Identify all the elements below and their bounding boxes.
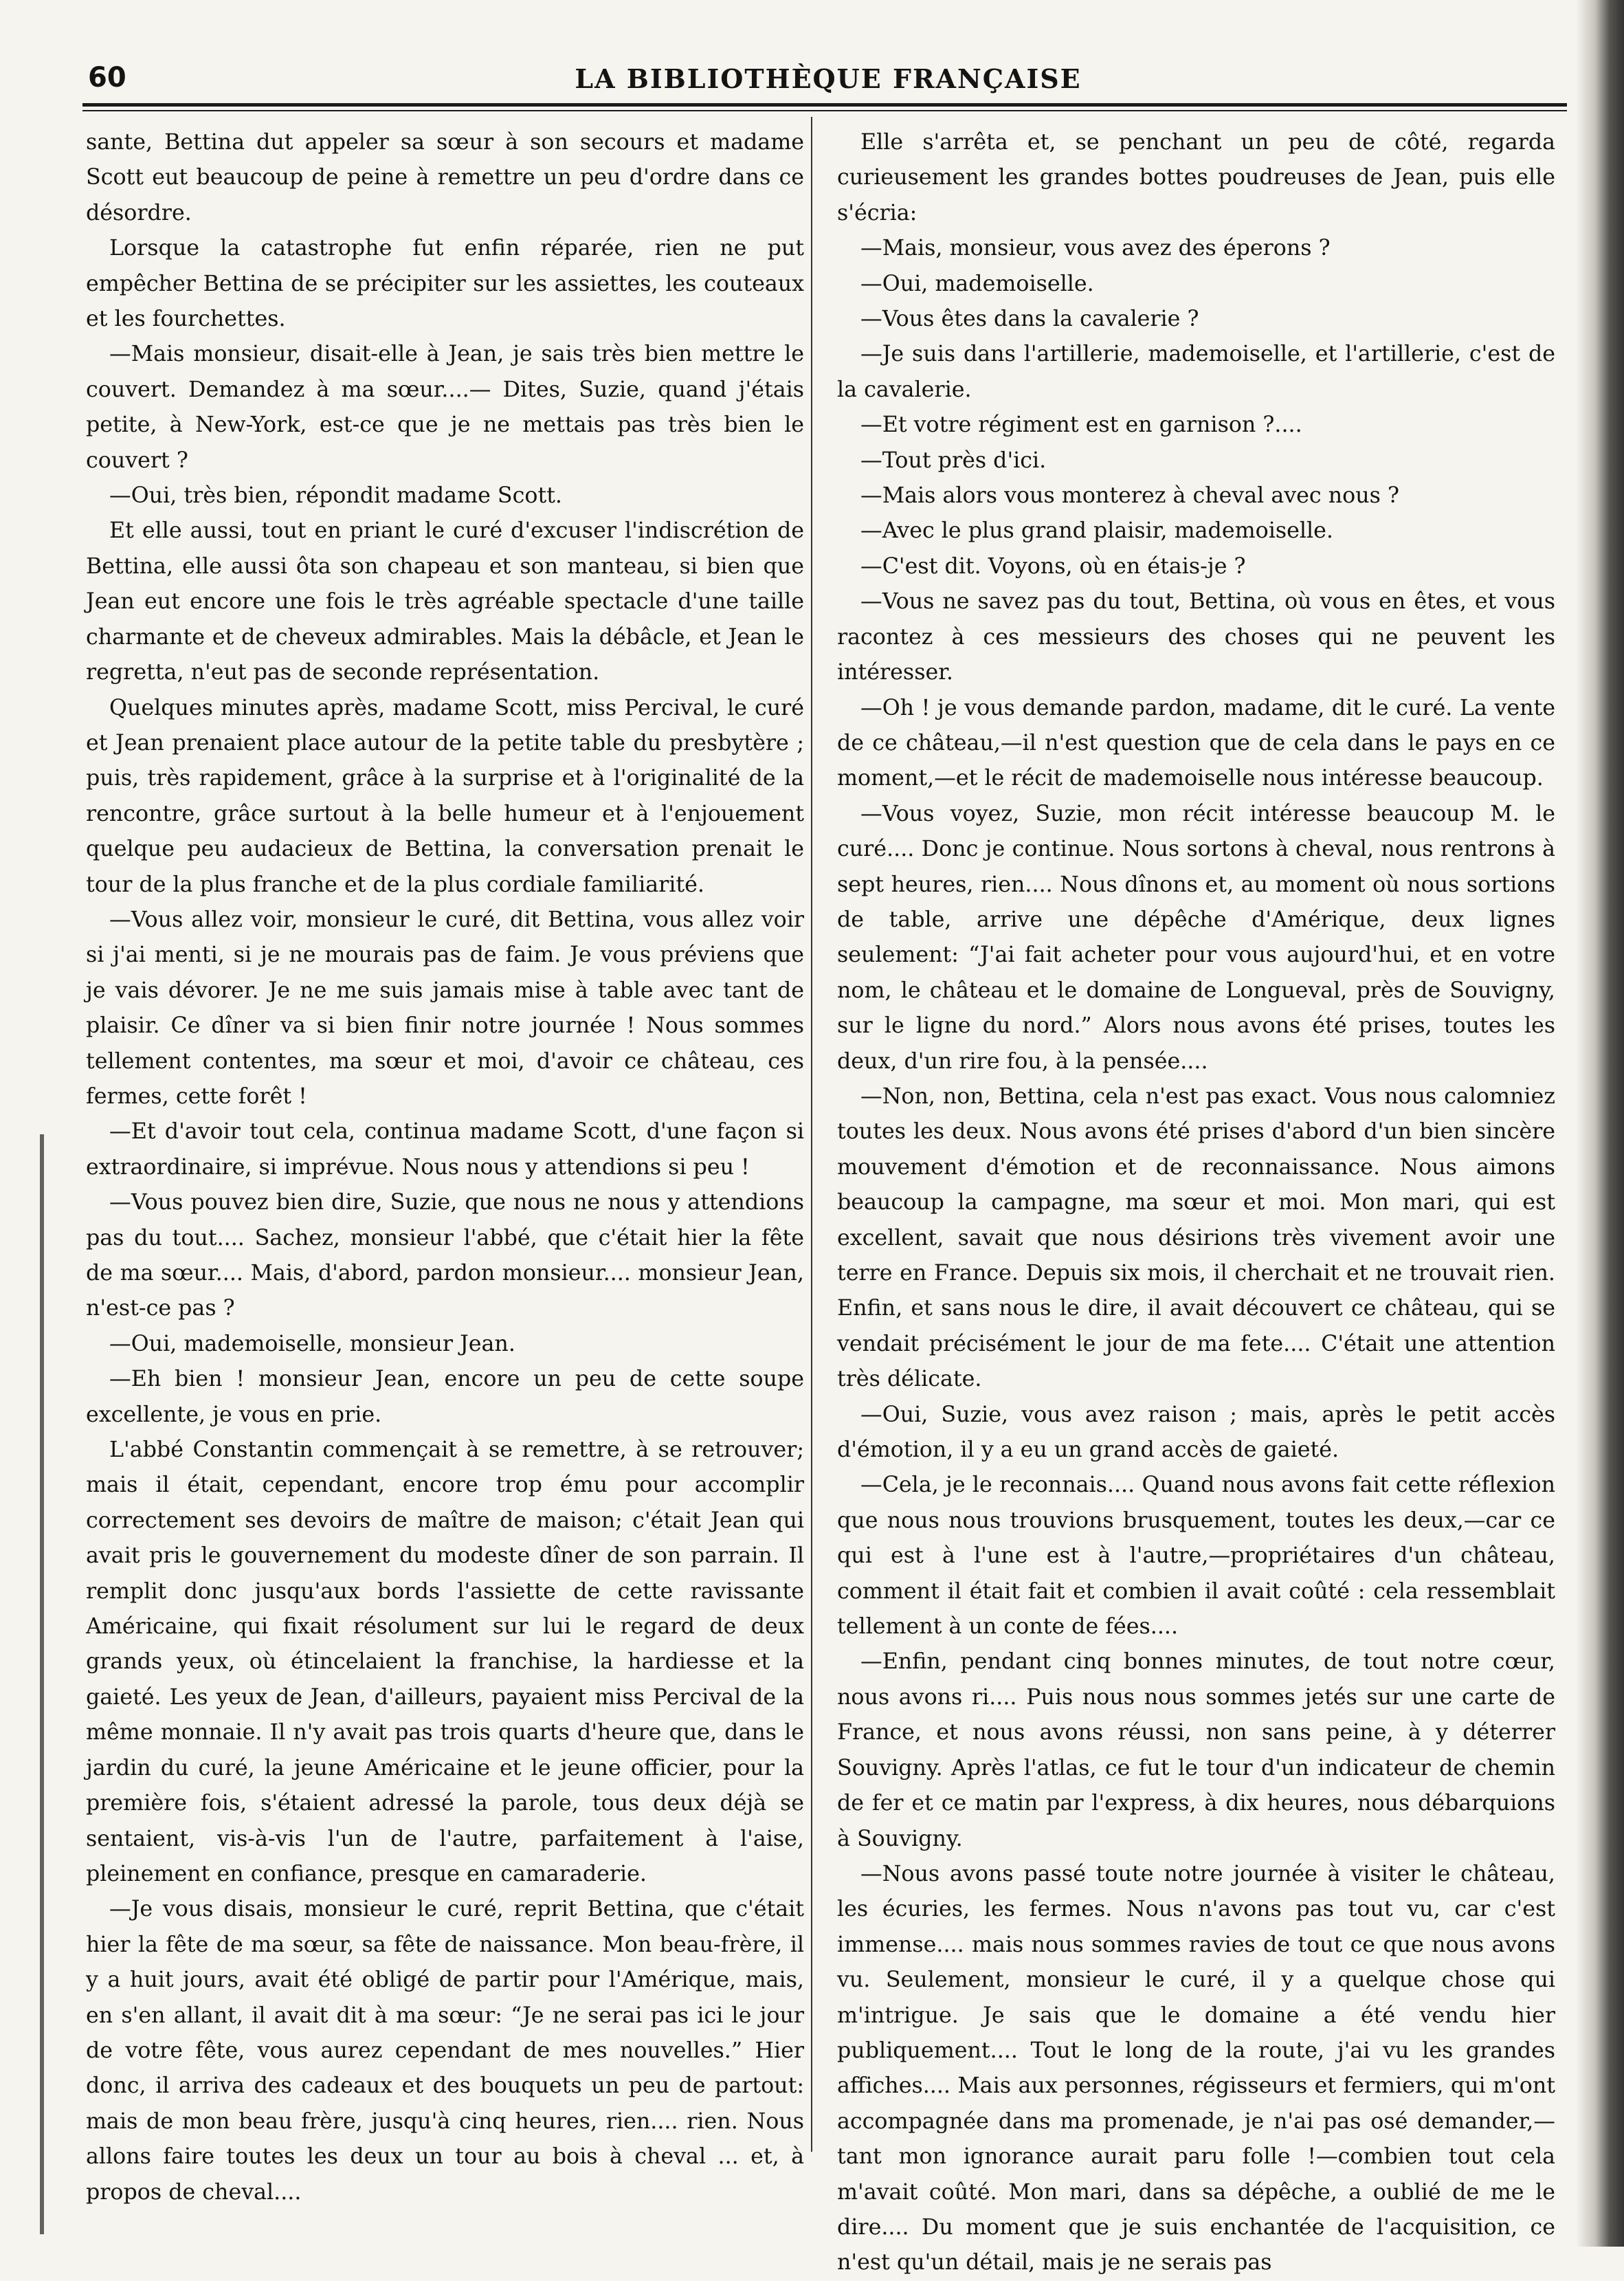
paragraph: L'abbé Constantin commençait à se remettre, à se retrouver; mais il était, cependant, encore trop ému pour accomplir correctement ses devoirs de maître de maison; c'était Jean qui avait pris le gouvernement du modeste dîner de son parrain. Il remplit donc jusqu'aux bords l'assiette de cette ravissante Américaine, qui fixait résolument sur lui le regard de deux grands yeux, où étincelaient la franchise, la hardiesse et la gaieté. Les yeux de Jean, d'ailleurs, payaient miss Percival de la même monnaie. Il n'y avait pas trois quarts d'heure que, dans le jardin du curé, la jeune Américaine et le jeune officier, pour la première fois, s'étaient adressé la parole, tous deux déjà se sentaient, vis-à-vis l'un de l'autre, parfaitement à l'aise, pleinement en confiance, presque en camaraderie. xyxy=(86,1437,804,1886)
paragraph: —Vous voyez, Suzie, mon récit intéresse beaucoup M. le curé.... Donc je continue. Nous sortons à cheval, nous rentrons à sept heures, rien.... Nous dînons et, au moment où nous sortions de table, arrive une dépêche d'Amérique, deux lignes seulement: “J'ai fait acheter pour vous aujourd'hui, et en votre nom, le château et le domaine de Longueval, près de Souvigny, sur le ligne du nord.” Alors nous avons été prises, toutes les deux, d'un rire fou, à la pensée.... xyxy=(837,801,1555,1074)
text-column-left xyxy=(86,125,804,2210)
paragraph: —Je suis dans l'artillerie, mademoiselle, et l'artillerie, c'est de la cavalerie. xyxy=(837,342,1555,402)
paragraph: —Vous êtes dans la cavalerie ? xyxy=(860,307,1199,332)
paragraph: —Mais alors vous monterez à cheval avec nous ? xyxy=(860,483,1399,509)
paragraph: —Eh bien ! monsieur Jean, encore un peu de cette soupe excellente, je vous en prie. xyxy=(86,1367,804,1427)
paragraph: —Cela, je le reconnais.... Quand nous avons fait cette réflexion que nous nous trouvions brusquement, toutes les deux,—car ce qui est à l'une est à l'autre,—propriétaires d'un château, comment il était fait et combien il avait coûté : cela ressemblait tellement à un conte de fées.... xyxy=(837,1473,1555,1640)
paragraph: Et elle aussi, tout en priant le curé d'excuser l'indiscrétion de Bettina, elle aussi ôta son chapeau et son manteau, si bien que Jean eut encore une fois le très agréable spectacle d'une taille charmante et de cheveux admirables. Mais la débâcle, et Jean le regretta, n'eut pas de seconde représentation. xyxy=(86,518,804,685)
paragraph: —Vous allez voir, monsieur le curé, dit Bettina, vous allez voir si j'ai menti, si je ne mourais pas de faim. Je vous préviens que je vais dévorer. Je ne me suis jamais mise à table avec tant de plaisir. Ce dîner va si bien finir notre journée ! Nous sommes tellement contentes, ma sœur et moi, d'avoir ce château, ces fermes, cette forêt ! xyxy=(86,907,804,1109)
running-title: LA BIBLIOTHÈQUE FRANÇAISE xyxy=(575,63,1082,94)
paragraph: —Oui, mademoiselle. xyxy=(860,271,1094,296)
text-column-right xyxy=(837,125,1555,2281)
paragraph: —Vous pouvez bien dire, Suzie, que nous ne nous y attendions pas du tout.... Sachez, monsieur l'abbé, que c'était hier la fête de ma sœur.... Mais, d'abord, pardon monsieur.... monsieur Jean, n'est-ce pas ? xyxy=(86,1190,804,1321)
paragraph: —C'est dit. Voyons, où en étais-je ? xyxy=(860,553,1246,579)
paragraph: —Avec le plus grand plaisir, mademoiselle. xyxy=(860,518,1333,544)
paragraph: —Je vous disais, monsieur le curé, reprit Bettina, que c'était hier la fête de ma sœur, sa fête de naissance. Mon beau-frère, il y a huit jours, avait été obligé de partir pour l'Amérique, mais, en s'en allant, il avait dit à ma sœur: “Je ne serai pas ici le jour de votre fête, vous aurez cependant de mes nouvelles.” Hier donc, il arriva des cadeaux et des bouquets un peu de partout: mais de mon beau frère, jusqu'à cinq heures, rien.... rien. Nous allons faire toutes les deux un tour au bois à cheval ... et, à propos de cheval.... xyxy=(86,1897,804,2205)
header-rule-thin xyxy=(82,110,1567,111)
paragraph: —Oh ! je vous demande pardon, madame, dit le curé. La vente de ce château,—il n'est question que de cela dans le pays en ce moment,—et le récit de mademoiselle nous intéresse beaucoup. xyxy=(837,695,1555,791)
paragraph: Elle s'arrêta et, se penchant un peu de côté, regarda curieusement les grandes bottes poudreuses de Jean, puis elle s'écria: xyxy=(837,130,1555,225)
paragraph: —Et d'avoir tout cela, continua madame Scott, d'une façon si extraordinaire, si imprévue. Nous nous y attendions si peu ! xyxy=(86,1119,804,1180)
column-divider xyxy=(811,117,812,2152)
paragraph: Quelques minutes après, madame Scott, miss Percival, le curé et Jean prenaient place autour de la petite table du presbytère ; puis, très rapidement, grâce à la surprise et à l'originalité de la rencontre, grâce surtout à la belle humeur et à l'enjouement quelque peu audacieux de Bettina, la conversation prenait le tour de la plus franche et de la plus cordiale familiarité. xyxy=(86,695,804,897)
paragraph: —Nous avons passé toute notre journée à visiter le château, les écuries, les fermes. Nous n'avons pas tout vu, car c'est immense.... mais nous sommes ravies de tout ce que nous avons vu. Seulement, monsieur le curé, il y a quelque chose qui m'intrigue. Je sais que le domaine a été vendu hier publiquement.... Tout le long de la route, j'ai vu les grandes affiches.... Mais aux personnes, régisseurs et fermiers, qui m'ont accompagnée dans ma promenade, je n'ai pas osé demander,—tant mon ignorance aurait paru folle !—combien tout cela m'avait coûté. Mon mari, dans sa dépêche, a oublié de me le dire.... Du moment que je suis enchantée de l'acquisition, ce n'est qu'un détail, mais je ne serais pas xyxy=(837,1861,1555,2276)
page-header xyxy=(82,60,1574,102)
page-edge-shadow-left xyxy=(40,1134,44,2234)
paragraph: —Oui, très bien, répondit madame Scott. xyxy=(109,483,563,509)
paragraph: Lorsque la catastrophe fut enfin réparée, rien ne put empêcher Bettina de se précipiter sur les assiettes, les couteaux et les fourchettes. xyxy=(86,236,804,332)
paragraph: —Oui, mademoiselle, monsieur Jean. xyxy=(109,1331,515,1356)
paragraph: —Tout près d'ici. xyxy=(860,448,1047,473)
paragraph: —Vous ne savez pas du tout, Bettina, où vous en êtes, et vous racontez à ces messieurs des choses qui ne peuvent les intéresser. xyxy=(837,589,1555,685)
paragraph: —Mais monsieur, disait-elle à Jean, je sais très bien mettre le couvert. Demandez à ma sœur....— Dites, Suzie, quand j'étais petite, à New-York, est-ce que je ne mettais pas très bien le couvert ? xyxy=(86,342,804,473)
paragraph: sante, Bettina dut appeler sa sœur à son secours et madame Scott eut beaucoup de peine à remettre un peu d'ordre dans ce désordre. xyxy=(86,130,804,225)
paragraph: —Oui, Suzie, vous avez raison ; mais, après le petit accès d'émotion, il y a eu un grand accès de gaieté. xyxy=(837,1402,1555,1463)
header-rule-thick xyxy=(82,103,1567,107)
paragraph: —Et votre régiment est en garnison ?.... xyxy=(860,412,1302,438)
page-number: 60 xyxy=(88,62,126,93)
paragraph: —Mais, monsieur, vous avez des éperons ? xyxy=(860,236,1331,261)
paragraph: —Non, non, Bettina, cela n'est pas exact. Vous nous calomniez toutes les deux. Nous avons été prises d'abord d'un bien sincère mouvement d'émotion et de reconnaissance. Nous aimons beaucoup la campagne, ma sœur et moi. Mon mari, qui est excellent, savait que nous désirions très vivement avoir une terre en France. Depuis six mois, il cherchait et ne trouvait rien. Enfin, et sans nous le dire, il avait découvert ce château, qui se vendait précisément le jour de ma fete.... C'était une attention très délicate. xyxy=(837,1083,1555,1392)
paragraph: —Enfin, pendant cinq bonnes minutes, de tout notre cœur, nous avons ri.... Puis nous nous sommes jetés sur une carte de France, et nous avons réussi, non sans peine, à y déterrer Souvigny. Après l'atlas, ce fut le tour d'un indicateur de chemin de fer et ce matin par l'express, à dix heures, nous débarquions à Souvigny. xyxy=(837,1649,1555,1851)
page-edge-shadow-right xyxy=(1576,0,1624,2247)
